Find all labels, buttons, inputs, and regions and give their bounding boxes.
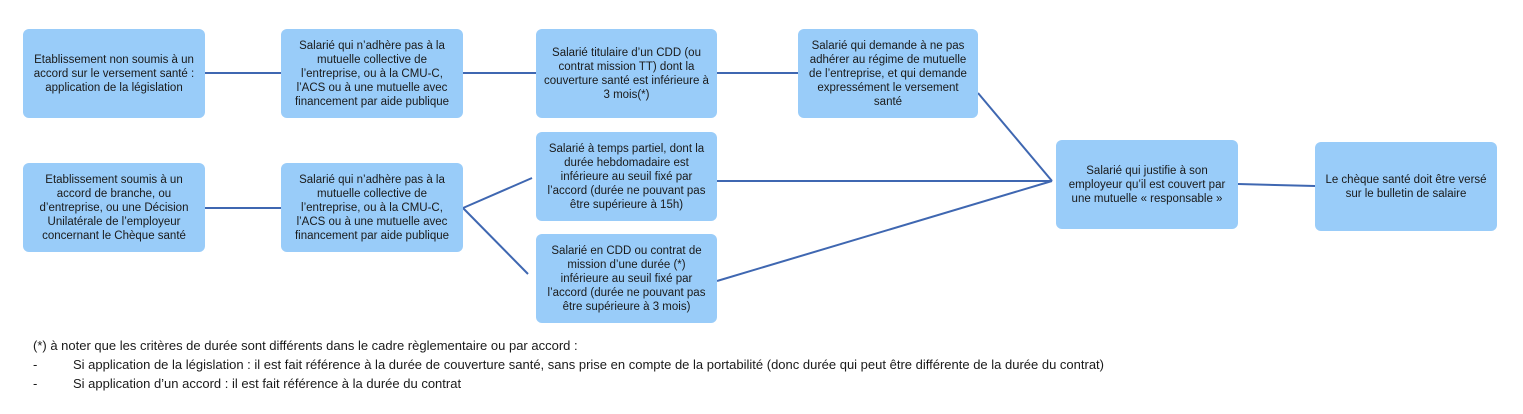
connector-b9-b10 bbox=[1238, 184, 1315, 186]
establishment-not-subject-box: Etablissement non soumis à un accord sur le versement santé : application de la législation bbox=[23, 29, 205, 118]
bullet-dash: - bbox=[33, 357, 38, 372]
health-cheque-salary-box: Le chèque santé doit être versé sur le bulletin de salaire bbox=[1315, 142, 1497, 231]
employee-not-joining-box-top: Salarié qui n’adhère pas à la mutuelle collective de l’entreprise, ou à la CMU-C, l’ACS ou à une mutuelle avec financement par aide publique bbox=[281, 29, 463, 118]
footnote-item-1 bbox=[33, 355, 1104, 374]
part-time-employee-box: Salarié à temps partiel, dont la durée hebdomadaire est inférieure au seuil fixé par l’accord (durée ne pouvant pas être supérieure à 15h) bbox=[536, 132, 717, 221]
bullet-dash: - bbox=[33, 376, 38, 391]
footnote-item-2 bbox=[33, 374, 1104, 393]
footnotes bbox=[33, 336, 1104, 393]
establishment-subject-box: Etablissement soumis à un accord de branche, ou d’entreprise, ou une Décision Unilatérale de l’employeur concernant le Chèque santé bbox=[23, 163, 205, 252]
footnote-item-2-text: Si application d’un accord : il est fait référence à la durée du contrat bbox=[73, 376, 462, 391]
footnote-intro: (*) à noter que les critères de durée sont différents dans le cadre règlementaire ou par accord : bbox=[33, 338, 578, 353]
connector-b6-b7 bbox=[463, 178, 532, 208]
connector-b8-b9 bbox=[717, 181, 1052, 281]
cdd-employee-box: Salarié titulaire d’un CDD (ou contrat mission TT) dont la couverture santé est inférieure à 3 mois(*) bbox=[536, 29, 717, 118]
justifies-coverage-box: Salarié qui justifie à son employeur qu’il est couvert par une mutuelle « responsable » bbox=[1056, 140, 1238, 229]
connector-b4-b9 bbox=[978, 93, 1052, 181]
cdd-mission-employee-box: Salarié en CDD ou contrat de mission d’une durée (*) inférieure au seuil fixé par l’accord (durée ne pouvant pas être supérieure à 3 mois) bbox=[536, 234, 717, 323]
footnote-item-1-text: Si application de la législation : il est fait référence à la durée de couverture santé, sans prise en compte de la portabilité (donc durée qui peut être différente de la durée du contrat) bbox=[73, 357, 1104, 372]
connector-b6-b8 bbox=[463, 208, 528, 274]
employee-not-joining-box-bottom: Salarié qui n’adhère pas à la mutuelle collective de l’entreprise, ou à la CMU-C, l’ACS ou à une mutuelle avec financement par aide publique bbox=[281, 163, 463, 252]
employee-requests-exemption-box: Salarié qui demande à ne pas adhérer au régime de mutuelle de l’entreprise, et qui demande expressément le versement santé bbox=[798, 29, 978, 118]
